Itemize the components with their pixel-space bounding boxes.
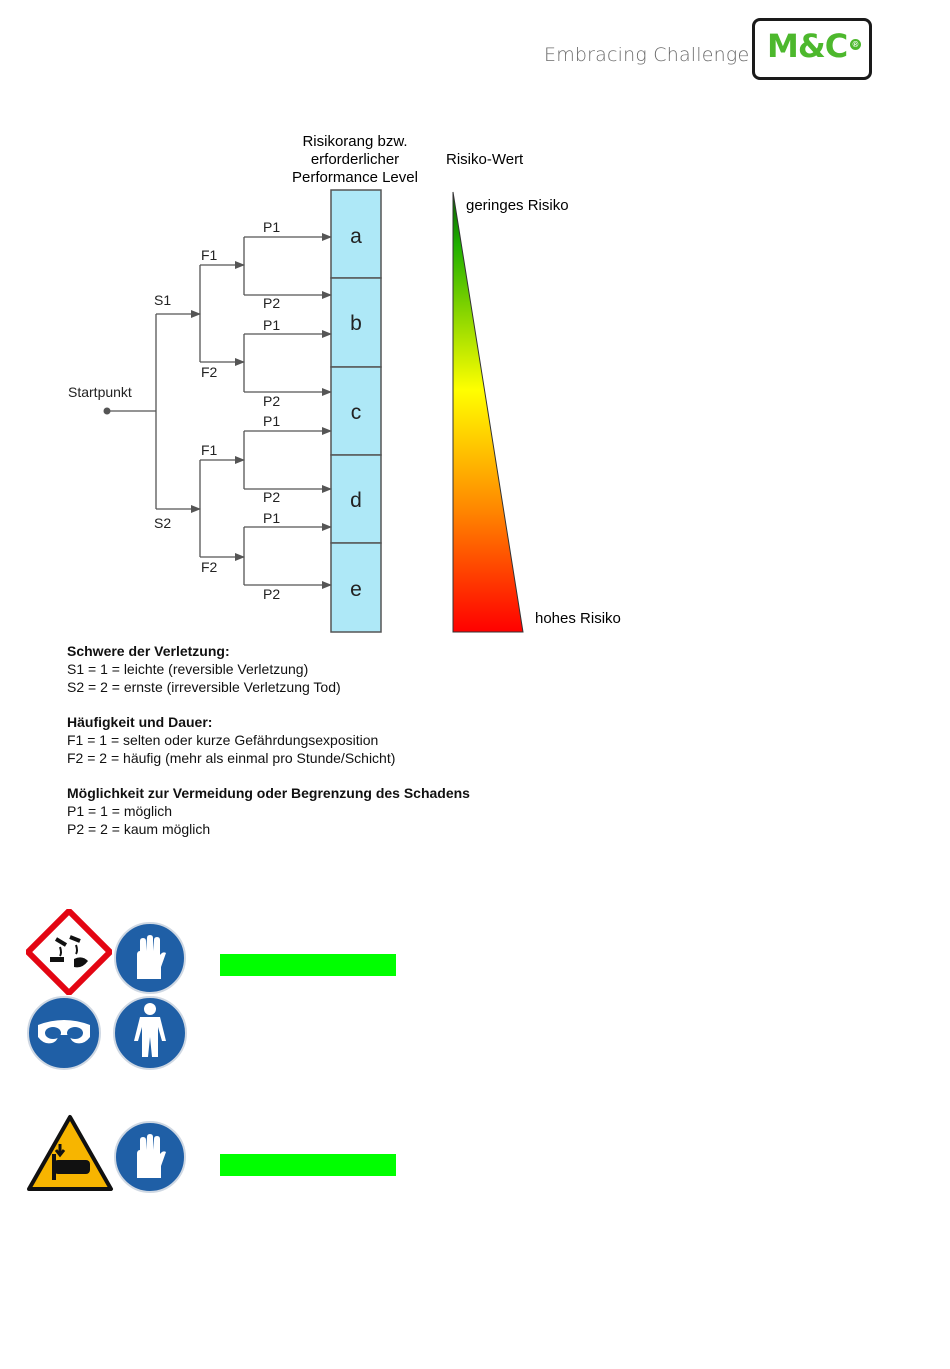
avoidance-heading: Möglichkeit zur Vermeidung oder Begrenzung des Schadens (67, 785, 470, 801)
f2-label-upper: F2 (201, 364, 218, 380)
severity-heading: Schwere der Verletzung: (67, 643, 230, 659)
logo-text: M&C (767, 27, 848, 65)
level-label-c: c (350, 401, 362, 424)
level-label-e: e (350, 578, 362, 601)
wear-protective-suit-icon (112, 995, 188, 1071)
p2-label-d: P2 (263, 586, 281, 602)
highlight-bar-2 (220, 1154, 396, 1176)
wear-gloves-icon (113, 921, 187, 995)
f1-label-upper: F1 (201, 247, 218, 263)
start-point-dot (104, 408, 111, 415)
f2-label-lower: F2 (201, 559, 218, 575)
level-header-line-2: erforderlicher (310, 151, 400, 168)
p1-label-d: P1 (263, 510, 281, 526)
risk-graph-diagram (0, 0, 950, 640)
p1-label-c: P1 (263, 413, 281, 429)
severity-line-1: S1 = 1 = leichte (reversible Verletzung) (67, 661, 309, 677)
frequency-line-1: F1 = 1 = selten oder kurze Gefährdungsexposition (67, 732, 379, 748)
p2-label-a: P2 (263, 295, 281, 311)
avoidance-line-2: P2 = 2 = kaum möglich (67, 821, 211, 837)
p1-label-a: P1 (263, 219, 281, 235)
decision-tree (107, 237, 331, 585)
corrosive-hazard-icon (26, 909, 112, 995)
p1-label-b: P1 (263, 317, 281, 333)
frequency-heading: Häufigkeit und Dauer: (67, 714, 213, 730)
p2-label-c: P2 (263, 489, 281, 505)
level-label-b: b (350, 312, 362, 335)
s1-label: S1 (154, 292, 172, 308)
frequency-line-2: F2 = 2 = häufig (mehr als einmal pro Stunde/Schicht) (67, 750, 396, 766)
level-header-line-3: Performance Level (292, 169, 418, 186)
risk-gradient-triangle (453, 192, 523, 632)
risk-legend (67, 642, 470, 838)
company-tagline: Embracing Challenge (544, 44, 750, 66)
hand-crush-warning-icon (26, 1114, 114, 1192)
f1-label-lower: F1 (201, 442, 218, 458)
wear-goggles-icon (26, 995, 102, 1071)
highlight-bar-1 (220, 954, 396, 976)
s2-label: S2 (154, 515, 172, 531)
registered-mark: ® (850, 39, 861, 50)
avoidance-line-1: P1 = 1 = möglich (67, 803, 173, 819)
high-risk-label: hohes Risiko (535, 610, 621, 627)
wear-gloves-icon (113, 1120, 187, 1194)
start-point-label: Startpunkt (68, 384, 132, 400)
p2-label-b: P2 (263, 393, 281, 409)
level-label-a: a (350, 225, 362, 248)
level-header-line-1: Risikorang bzw. (302, 133, 408, 150)
level-label-d: d (350, 489, 362, 512)
risk-value-header: Risiko-Wert (446, 151, 524, 168)
severity-line-2: S2 = 2 = ernste (irreversible Verletzung Tod) (67, 679, 341, 695)
low-risk-label: geringes Risiko (466, 197, 569, 214)
